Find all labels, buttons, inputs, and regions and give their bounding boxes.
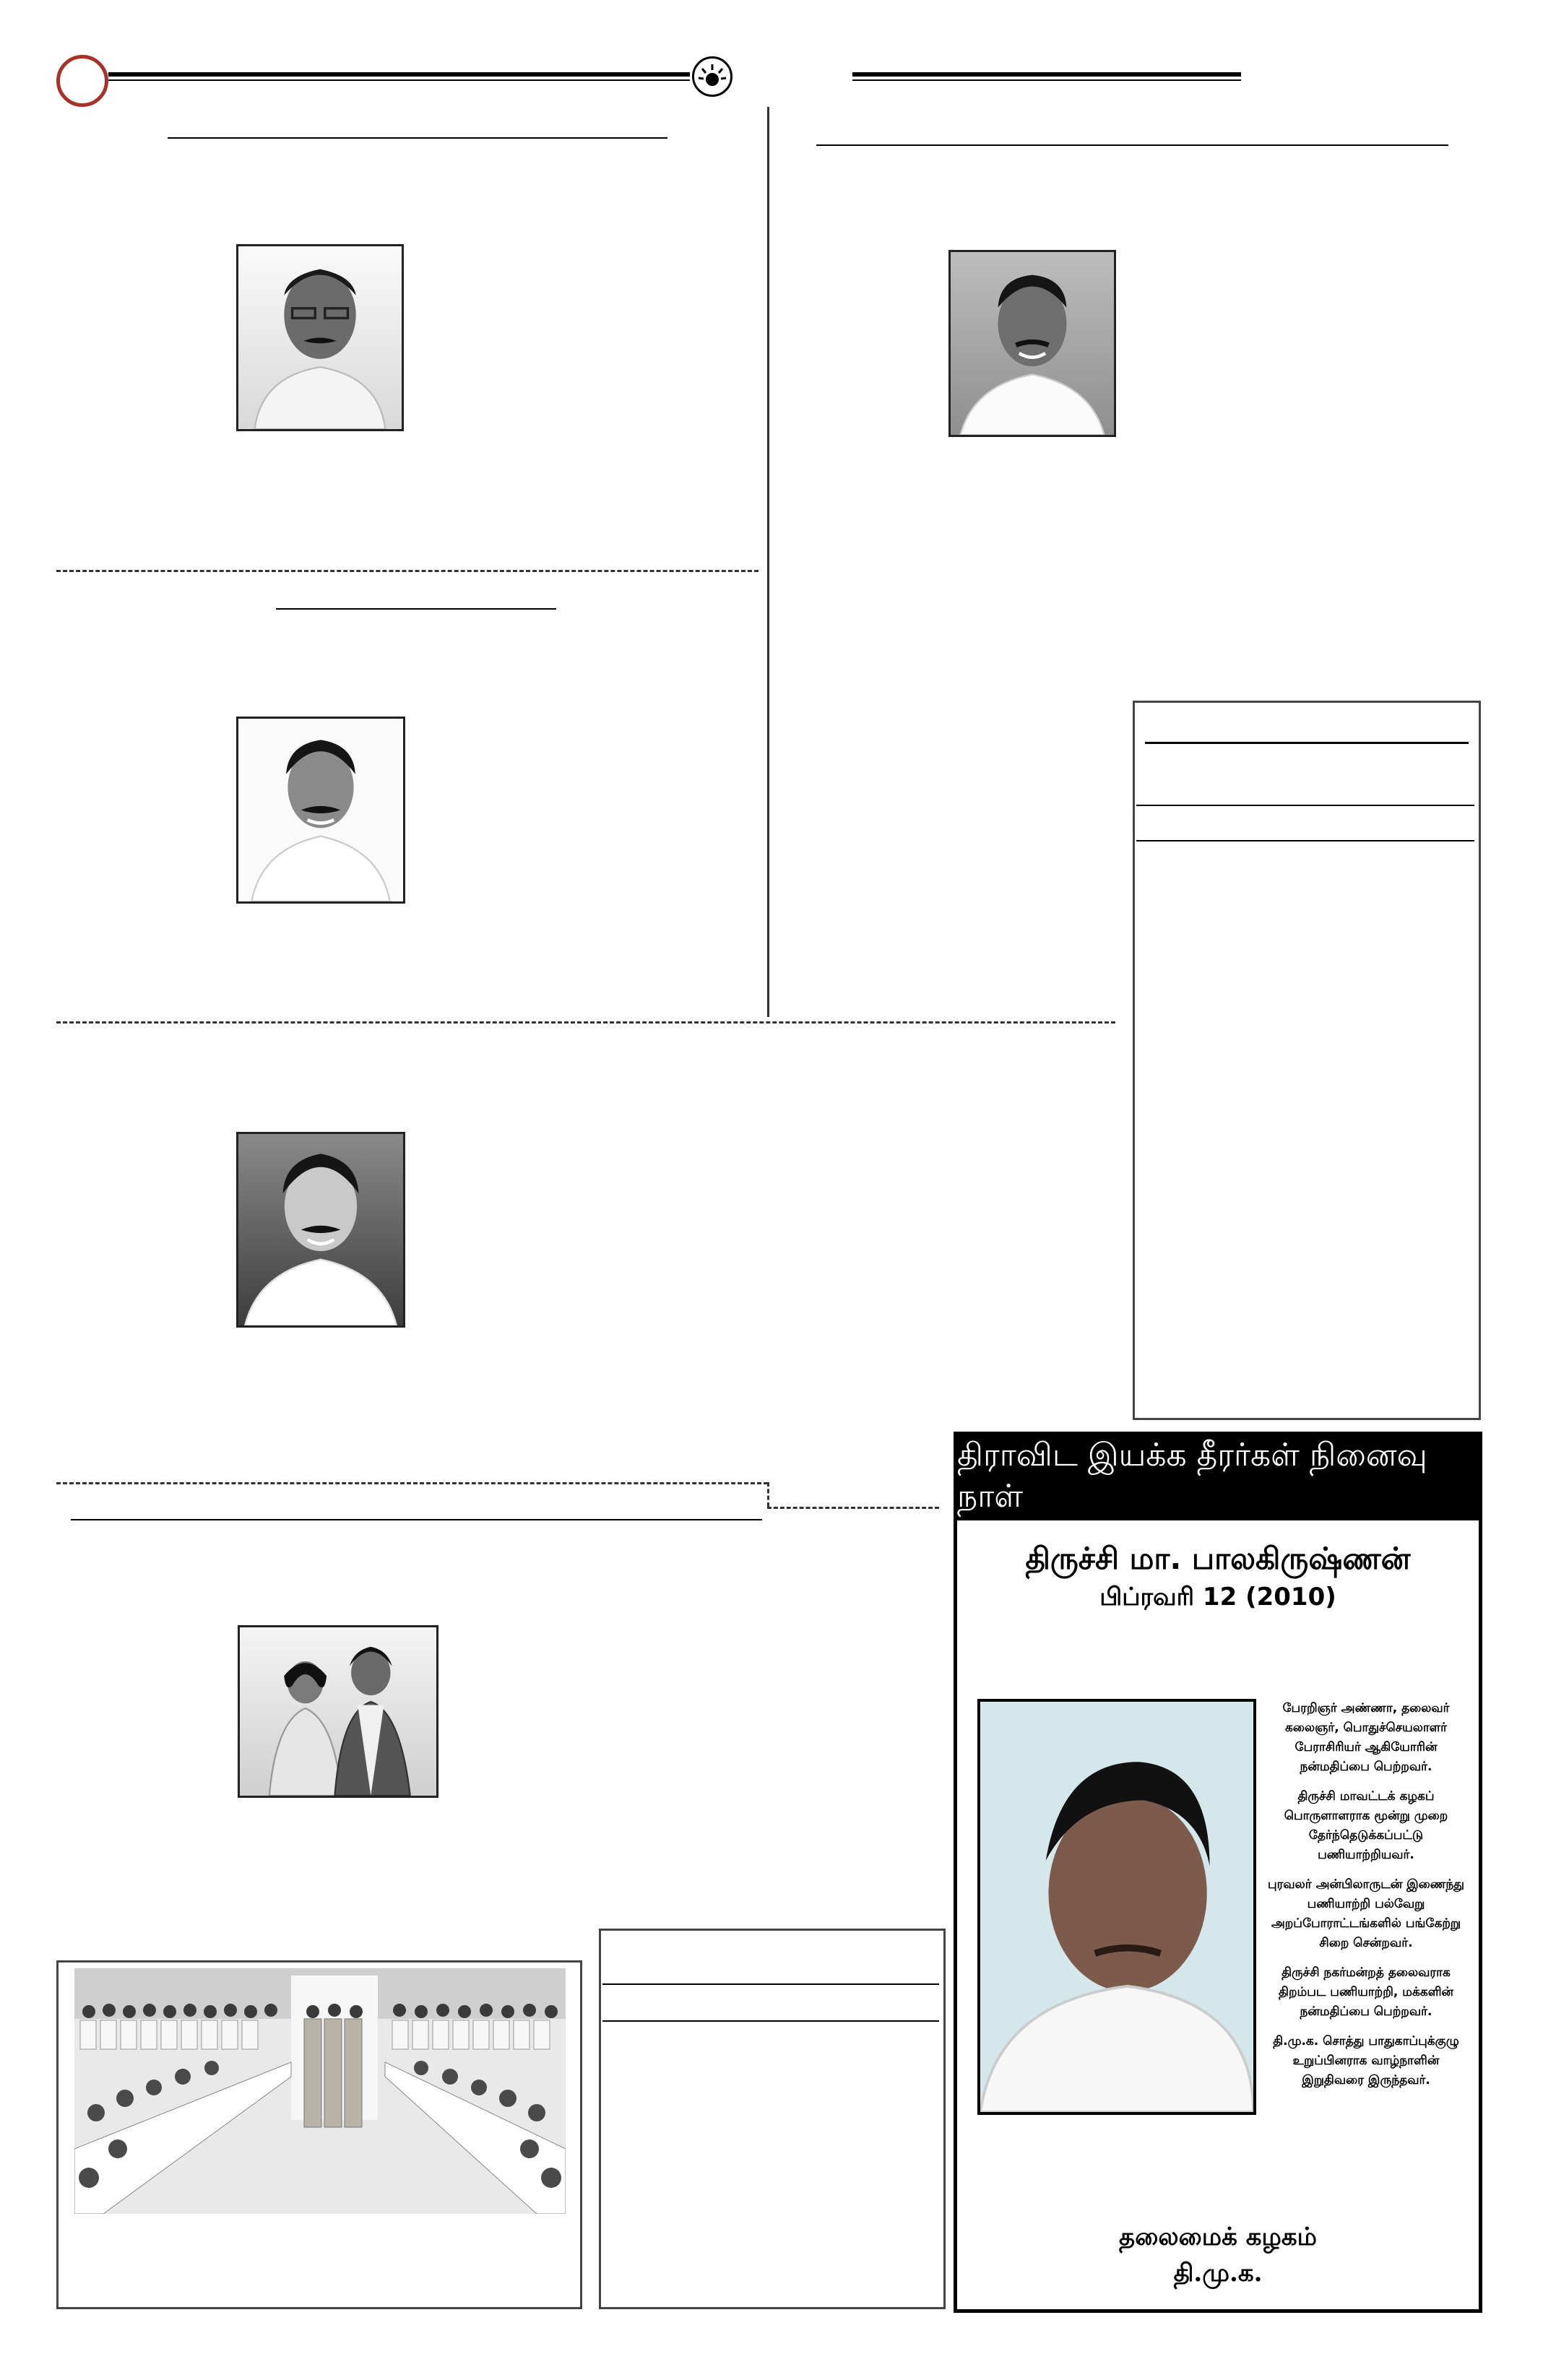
section-divider [56, 1482, 768, 1484]
group-photo [56, 1960, 582, 2309]
notice-box-rule [1145, 742, 1469, 744]
rising-sun-emblem-icon [692, 56, 732, 97]
section-divider [56, 570, 758, 572]
section-divider [56, 1021, 1115, 1024]
memorial-ad-name: திருச்சி மா. பாலகிருஷ்ணன் [1025, 1541, 1411, 1576]
headline-rule [168, 137, 667, 139]
memorial-ad-footer-line1: தலைமைக் கழகம் [1119, 2223, 1317, 2251]
memorial-ad-footer-line2: தி.மு.க. [1173, 2259, 1263, 2288]
notice-box-rule [1136, 805, 1474, 806]
memorial-ad-header: திராவிட இயக்க தீரர்கள் நினைவு நாள் [957, 1435, 1479, 1520]
couple-photo [238, 1625, 438, 1798]
memorial-advertisement [954, 1432, 1482, 2313]
portrait-photo-1 [236, 244, 404, 431]
small-notice-rule [602, 2020, 939, 2022]
masthead-rule [108, 72, 690, 77]
portrait-photo-2 [236, 717, 405, 904]
memorial-ad-bio [1261, 1699, 1471, 2100]
bio-paragraph: பேரறிஞர் அண்ணா, தலைவர் கலைஞர், பொதுச்செயலாளர் பேராசிரியர் ஆகியோரின் நன்மதிப்பை பெற்றவர். [1282, 1701, 1450, 1774]
bio-paragraph: திருச்சி நகர்மன்றத் தலைவராக திறம்பட பணியாற்றி, மக்களின் நன்மதிப்பை பெற்றவர். [1279, 1965, 1453, 2019]
bio-paragraph: திருச்சி மாவட்டக் கழகப் பொருளாளராக மூன்று முறை தேர்ந்தெடுக்கப்பட்டு பணியாற்றியவர். [1284, 1789, 1448, 1862]
headline-rule [276, 608, 556, 610]
small-notice-rule [602, 1983, 939, 1985]
memorial-portrait-photo [977, 1699, 1256, 2115]
bio-paragraph: புரவலர் அன்பிலாருடன் இணைந்து பணியாற்றி பல்வேறு அறப்போராட்டங்களில் பங்கேற்று சிறை சென்றவர். [1267, 1877, 1465, 1950]
section-divider [767, 1507, 939, 1509]
circle-logo-icon [56, 55, 108, 107]
portrait-photo-4 [236, 1132, 405, 1328]
notice-box [1133, 701, 1481, 1420]
small-notice-box [599, 1929, 946, 2309]
headline-rule [816, 144, 1448, 146]
headline-rule [71, 1519, 762, 1520]
portrait-photo-3 [948, 250, 1116, 437]
notice-box-rule [1136, 840, 1474, 841]
masthead-rule-thin [108, 79, 690, 81]
masthead-rule-right [852, 72, 1241, 77]
bio-paragraph: தி.மு.க. சொத்து பாதுகாப்புக்குழு உறுப்பினராக வாழ்நாளின் இறுதிவரை இருந்தவர். [1273, 2034, 1459, 2087]
column-divider [767, 107, 769, 1017]
section-divider-step [767, 1482, 769, 1507]
masthead-rule-right-thin [852, 79, 1241, 81]
memorial-ad-date: பிப்ரவரி 12 (2010) [1099, 1583, 1336, 1611]
